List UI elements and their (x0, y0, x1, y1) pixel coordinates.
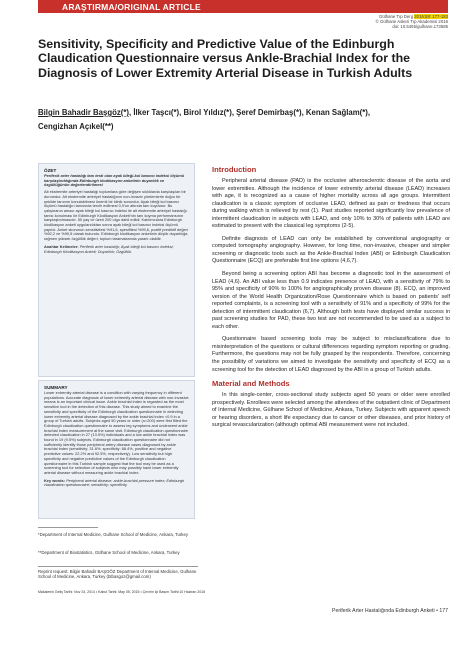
affiliation-1: *Department of Internal Medicine, Gulhane School of Medicine, Ankara, Turkey (38, 532, 188, 537)
body-paragraph: Peripheral arterial disease (PAD) is the occlusive atherosclerotic disease of the aorta and lower extremities. Although the incidence of lower extremity arterial disease (LEAD) increases with age, it is recognized as a cause of higher mortality across all age groups. Intermittent claudication is a classic symptom of occlusive LEAD, defined as pain or tiredness that occurs during walking which is relieved by rest (1). Past studies reported significantly low prevalence of intermittent claudication in subjects with LEAD, and only 10% to 30% of patients with LEAD are estimated to present with the classical leg symptoms (2-5). (212, 178, 450, 230)
first-author[interactable]: Bilgin Bahadir Başgöz(*) (38, 108, 129, 117)
running-footer: Periferik Arter Hastalığında Edinburgh Anketi • 177 (331, 608, 448, 614)
footnote-divider (38, 527, 98, 528)
abstract-en-heading: SUMMARY (44, 385, 68, 390)
body-paragraph: Questionnaire based screening tools may be subject to misclassifications due to misinterpretation of the questions or cultural differences regarding symptom reporting or grading. Furthermore, the questions may not be fully grasped by the respondents. Therefore, concerning the possibility of variations we aimed to investigate the sensitivity and specificity of ECQ as a screening tool for the detection of LEAD diagnosed by the ABI in a group of Turkish adults. (212, 336, 450, 373)
abstract-turkish (38, 163, 195, 377)
introduction-heading: Introduction (212, 165, 257, 174)
author-line-2: Cengizhan Açıkel(**) (38, 122, 114, 131)
doi-line: doi: 10.5455/gulhane.173585 (392, 24, 448, 29)
abstract-english (38, 380, 195, 519)
other-authors: , İlker Taşcı(*), Birol Yıldız(*), Şeref Demirbaş(*), Kenan Sağlam(*), (128, 108, 371, 117)
abstract-tr-keywords (44, 245, 189, 254)
abstract-en-keywords (44, 479, 189, 488)
submission-dates: Makalenin Geliş Tarihi: Nov 24, 2014 • Kabul Tarihi: May 05, 2015 • Çevrim İçi Basım Tarihi:10 Haziran 2016 (38, 590, 206, 594)
journal-citation: Gülhane Tıp Derg 2016;58: 177-183 (379, 14, 448, 19)
abstract-en-body: Lower extremity arterial disease is a condition with varying frequency in different populations. Accurate diagnosis of lower extremity arterial disease with non-invasive means is an important clinical issue. Ankle brachial index is regarded as the most sensitive tool in the detection of this disease. This study aimed to examine the sensitivity and specificity of the Edinburgh claudication questionnaire in detecting lower extremity arterial disease diagnosed by the ankle brachial index <0.9 in a group of Turkish adults. Subjects aged 50 years or older (n=200) were first filled the Edinburgh claudication questionnaire to assess leg symptoms and underwent ankle brachial index measurement at the same visit. Edinburgh claudication questionnaire detected claudication in 27 (13.5%) individuals and a low ankle brachial index was found in 19 (9.5%) subjects. Edinburgh claudication questionnaire did not sufficiently identify those peripheral artery disease cases diagnosed by ankle brachial index (sensitivity: 31.6%, specificity: 88.4%, positive and negative predictive values: 22.2% and 92.5%, respectively). Low sensitivity but high specificity and negative predictive values of the Edinburgh claudication questionnaire in this Turkish sample suggest that the tool may be used as a screening tool for selection of subjects who may possibly have lower extremity arterial disease without measuring ankle brachial index. (44, 390, 189, 475)
journal-citation-highlight: 2016;58: 177-183 (414, 14, 448, 19)
author-list (38, 106, 438, 134)
keywords-tr-label: Anahtar Kelimeler: (44, 243, 79, 249)
abstract-tr-title: Periferik arter hastalığı tanı testi olan ayak bileği-kol basıncı indeksi ölçümü karşılaştırıldığında Edinburgh klodikasyon anketinin duyarlılık ve özgüllüğünün değerlendirilmesi (44, 173, 185, 188)
article-title: Sensitivity, Specificity and Predictive Value of the Edinburgh Claudication Questionnaire versus Ankle-Brachial Index for the Diagnosis of Lower Extremity Arterial Disease in Turkish Adults (38, 37, 413, 80)
abstract-tr-heading: ÖZET (44, 168, 57, 173)
reprint-divider (38, 566, 198, 567)
keywords-en-label: Key words: (44, 477, 65, 483)
reprint-request: Reprint request: Bilgin Bahadir BAŞGÖZ Department of Internal Medicine, Gulhane School of Medicine, Ankara, Turkey (btbasgoz@gmail.com) (38, 569, 197, 580)
abstract-tr-body: Alt ekstremite arteriyel hastalığı toplumlara göre değişen sıklıklarda karşılaşılan bir durumdur. Alt ekstremite arteriyel hastalığının non-invaziv yöntemlerle doğru bir şekilde tanınım konulabilmesi önemli bir klinik sorundur. Ayak bileği kol basıncı ölçümü hastalığın tanısında tercih edilmesi 0,9'un altında tanı koydurur. Bu çalışmanın amacı ayak bileği kol basıncı indeksi ile alt ekstremite arteriyel hastalığı tanısı konulması ile Edinburgh Klodikasyon Anketi'nin tanı koyma performansının karşılaştırılmasıdır. 50 yaş ve üzeri 200 olgu dahil edildi. Katılımcılara Edinburgh klodikasyon anketi uygulandıktan sonra ayak bileği kol basıncı indeksi ölçümü yapıldı. Anket skorunun sensitivitesi %91,6, spesifitesi %99,6, pozitif prediktif değeri %92,2 ve %99,5 olarak bulundu. Edinburgh klodikasyon anketinin düşük duyarlılığa rağmen yüksek özgüllük değeri, toplum taramalarında yararlı olabilir. (44, 189, 188, 242)
methods-paragraph: In this single-center, cross-sectional study subjects aged 50 years or older were enrolled prospectively. Enrollees were selected among the attendees of the outpatient clinic of Department of Internal Medicine, Gülhane School of Medicine, Ankara, Turkey. Subjects with apparent speech or hearing disorders, a short life expectancy due to cancer or other diseases, and prior history of surgical revascularization (although optimal ABI measurement were not included. (212, 392, 450, 429)
article-type-banner (38, 0, 448, 13)
author-line-1 (38, 106, 438, 120)
copyright-line: © Gülhane Askeri Tıp Akademisi 2016 (375, 19, 448, 24)
body-paragraph: Definite diagnosis of LEAD can only be established by conventional angiography or computed tomography angiography. However, for long time, non-invasive, cheaper and simpler screening or diagnostic tools such as the Ankle-Brachial Index (ABI) or Edinburgh Claudication Questionnaire (ECQ) are preferable first line options (4,6,7). (212, 235, 450, 265)
methods-heading: Material and Methods (212, 379, 290, 389)
article-type-label: ARAŞTIRMA/ORIGINAL ARTICLE (62, 2, 201, 12)
main-body-column (212, 165, 450, 435)
keywords-tr-text: Periferik arter hastalığı; Ayak bileği kol basıncı indeksi; Edinburgh Klodikasyon Anketi; Duyarlılık; Özgüllük. (44, 243, 174, 254)
body-paragraph: Beyond being a screening option ABI has become a diagnostic tool in the assessment of LEAD (4,6). An ABI value less than 0.9 indicates presence of LEAD, with a sensitivity of 79% to 95% and specificity of 90% to 100% for angiographically proven disease (8). ECQ, an improved version of the World Health Organization/Rose Questionnaire which is based on patients' self reported complaints, is a screening tool with a sensitivity of 91% and a specificity of 99% for the detection of intermittent claudication (6,7). Although both tests have displayed similar success in past screening studies for PAD, these two test are not recommended to be used as a subject to each other. (212, 271, 450, 330)
journal-meta (376, 14, 448, 29)
affiliation-2: **Department of Biostatistics, Gülhane School of Medicine, Ankara, Turkey (38, 550, 180, 555)
keywords-en-text: Peripheral arterial disease; ankle-brachial pressure index; Edinburgh claudication questionnaire; sensitivity; specificity (44, 477, 185, 488)
